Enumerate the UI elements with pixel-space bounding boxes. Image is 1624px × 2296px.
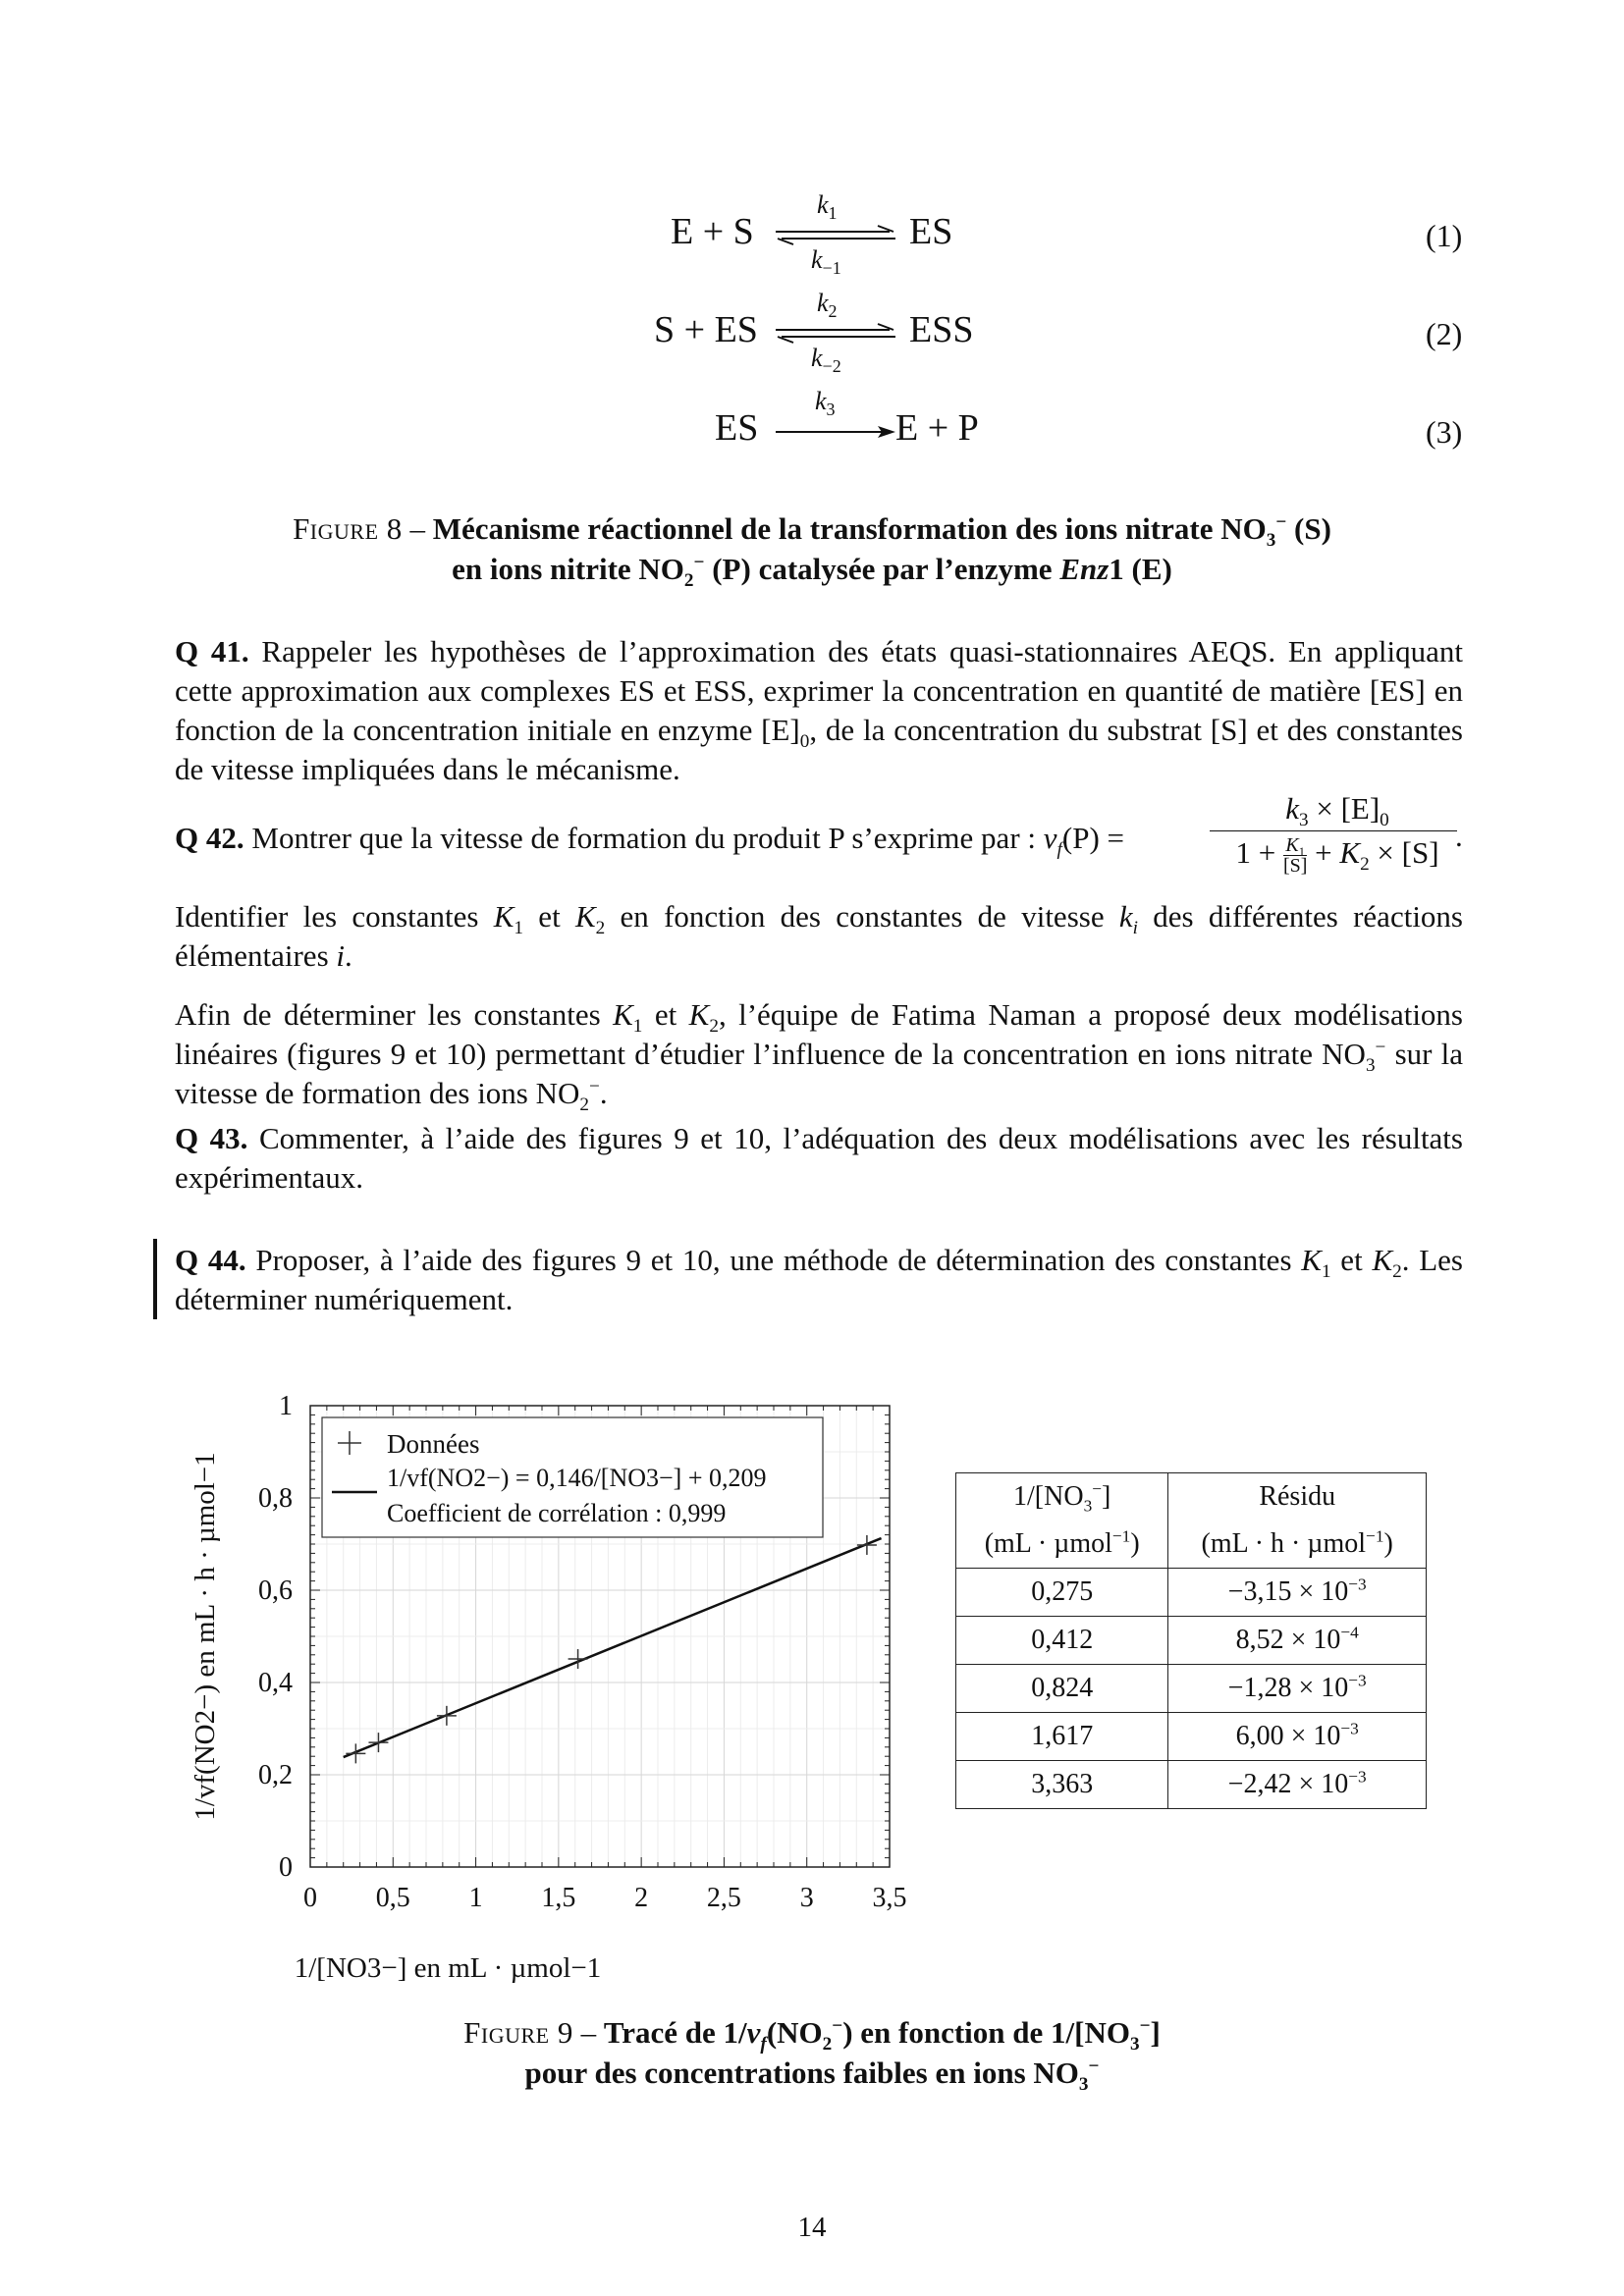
table-row — [956, 1569, 1427, 1617]
cell-x: 0,824 — [956, 1665, 1168, 1713]
eq2-k-2: $k_{-2}$ — [811, 344, 841, 377]
cell-x: 0,275 — [956, 1569, 1168, 1617]
y-axis-label: 1/vf(NO2−) en mL · h · µmol−1 — [189, 1452, 221, 1821]
eq1-k1: $k_1$ — [817, 190, 838, 224]
q44-label: Q 44. — [175, 1243, 246, 1277]
q43-text: Commenter, à l’aide des figures 9 et 10, l’adéquation des deux modélisations avec les résultats expérimentaux. — [175, 1121, 1463, 1195]
figure9-chart — [167, 1384, 933, 1993]
figure9-line2: pour des concentrations faibles en ions $NO_3^-$ — [524, 2056, 1100, 2096]
table-header-row — [956, 1473, 1427, 1522]
header-x-units: (mL · µmol$^{-1}$) — [956, 1521, 1168, 1569]
question-43 — [175, 1119, 1463, 1198]
cell-residual: $-2,42 \times 10^{-3}$ — [1168, 1761, 1427, 1809]
q43-label: Q 43. — [175, 1121, 248, 1155]
forward-arrow-3 — [772, 420, 899, 444]
header-x: $1/[NO_3^-]$ — [956, 1473, 1168, 1522]
table-row — [956, 1665, 1427, 1713]
question-42: Q 42. Montrer que la vitesse de formation du produit P s’exprime par : $v_f(P)$ = — [175, 821, 1124, 861]
table-row — [956, 1713, 1427, 1761]
models-paragraph: Afin de déterminer les constantes $K_1$ et $K_2$, l’équipe de Fatima Naman a proposé deux modélisations linéaires (figures 9 et 10) permettant d’étudier l’influence de la concentration en ions nitrate $NO_3^-$ sur la vitesse de formation des ions $NO_2^-$. — [175, 997, 1463, 1116]
header-residu-units: (mL · h · µmol$^{-1}$) — [1168, 1521, 1427, 1569]
cell-residual: $8,52 \times 10^{-4}$ — [1168, 1617, 1427, 1665]
y-tick-label: 0 — [279, 1852, 293, 1883]
x-axis-label: 1/[NO3−] en mL · µmol−1 — [294, 1952, 602, 1984]
cell-residual: $6,00 \times 10^{-3}$ — [1168, 1713, 1427, 1761]
figure8-line1: Mécanisme réactionnel de la transformation des ions nitrate $NO_3^-$ (S) — [432, 511, 1331, 552]
equilibrium-arrow-1 — [772, 224, 899, 247]
change-bar — [153, 1239, 157, 1319]
q41-label: Q 41. — [175, 634, 249, 668]
y-tick-label: 0,2 — [258, 1760, 293, 1790]
cell-residual: $-3,15 \times 10^{-3}$ — [1168, 1569, 1427, 1617]
eq2-k2: $k_2$ — [817, 289, 838, 322]
data-point — [346, 1743, 365, 1763]
eq2-left: S + ES — [654, 309, 758, 350]
eq1-left: E + S — [671, 211, 754, 252]
y-tick-label: 0,4 — [258, 1668, 293, 1698]
x-tick-label: 1,5 — [541, 1883, 576, 1913]
figure9-line1: Tracé de $1/v_f(NO_2^-)$ en fonction de $1/[NO_3^-]$ — [603, 2015, 1161, 2056]
equilibrium-arrow-2 — [772, 322, 899, 346]
figure9-label: Figure 9 — [463, 2015, 573, 2050]
figure8-caption: Figure 8 – Mécanisme réactionnel de la transformation des ions nitrate $NO_3^-$ (S) en ions nitrite $NO_2^-$ (P) catalysée par l’enzyme Enz1 (E) — [293, 511, 1331, 592]
figure9-caption: Figure 9 – Tracé de $1/v_f(NO_2^-)$ en fonction de $1/[NO_3^-]$ pour des concentrations faibles en ions $NO_3^-$ — [463, 2015, 1161, 2096]
data-point — [368, 1733, 388, 1752]
data-point — [568, 1649, 588, 1669]
header-residu: Résidu — [1168, 1473, 1427, 1522]
question-42-text2: Identifier les constantes $K_1$ et $K_2$ en fonction des constantes de vitesse $k_i$ des différentes réactions élémentaires i. — [175, 899, 1463, 973]
y-tick-label: 1 — [279, 1391, 293, 1421]
figure8-label: Figure 8 — [293, 511, 403, 546]
x-tick-label: 3,5 — [872, 1883, 907, 1913]
y-tick-label: 0,6 — [258, 1575, 293, 1606]
x-tick-label: 0,5 — [375, 1883, 410, 1913]
eq1-number: (1) — [1426, 218, 1463, 253]
eq3-k3: $k_3$ — [815, 387, 836, 420]
legend-label-data: Données — [387, 1429, 480, 1459]
x-tick-label: 1 — [468, 1883, 483, 1913]
q42-label: Q 42. — [175, 821, 244, 855]
question-44: Q 44. Proposer, à l’aide des figures 9 et 10, une méthode de détermination des constantes $K_1$ et $K_2$. Les déterminer numériquement. — [175, 1243, 1463, 1316]
chart-svg — [167, 1384, 933, 1993]
eq3-right: E + P — [895, 407, 979, 449]
legend-correlation: Coefficient de corrélation : 0,999 — [387, 1499, 727, 1527]
eq1-k-1: $k_{-1}$ — [811, 245, 841, 279]
table-header-units-row — [956, 1521, 1427, 1569]
x-tick-label: 2 — [634, 1883, 649, 1913]
x-tick-label: 3 — [799, 1883, 814, 1913]
eq3-left: ES — [715, 407, 759, 449]
figure8-line2: en ions nitrite $NO_2^-$ (P) catalysée par l’enzyme Enz1 (E) — [452, 552, 1172, 592]
cell-residual: $-1,28 \times 10^{-3}$ — [1168, 1665, 1427, 1713]
table-row — [956, 1761, 1427, 1809]
cell-x: 1,617 — [956, 1713, 1168, 1761]
page-number: 14 — [797, 2212, 827, 2243]
eq1-right: ES — [909, 211, 953, 252]
x-tick-label: 0 — [303, 1883, 317, 1913]
cell-x: 3,363 — [956, 1761, 1168, 1809]
eq2-right: ESS — [909, 309, 974, 350]
residual-table — [955, 1472, 1427, 1809]
rate-law-fraction: $k_3 \times [E]_0$ 1 + $\frac{K_1}{[S]}$ + $K_2 \times [S]$ — [1210, 791, 1465, 876]
y-tick-label: 0,8 — [258, 1483, 293, 1514]
cell-x: 0,412 — [956, 1617, 1168, 1665]
eq3-number: (3) — [1426, 414, 1463, 450]
legend-label-fit: 1/vf(NO2−) = 0,146/[NO3−] + 0,209 — [387, 1464, 767, 1492]
x-tick-label: 2,5 — [706, 1883, 741, 1913]
fit-line — [344, 1538, 882, 1757]
rate-law-period: . — [1455, 819, 1463, 853]
question-41: Q 41. Rappeler les hypothèses de l’approximation des états quasi-stationnaires AEQS. En appliquant cette approximation aux complexes ES et ESS, exprimer la concentration en quantité de matière [ES] en fonction de la concentration initiale en enzyme $[E]_0$, de la concentration du substrat [S] et des constantes de vitesse impliquées dans le mécanisme. — [175, 634, 1464, 786]
data-point — [437, 1706, 457, 1726]
table-row — [956, 1617, 1427, 1665]
eq2-number: (2) — [1426, 316, 1463, 351]
data-point — [857, 1535, 877, 1555]
